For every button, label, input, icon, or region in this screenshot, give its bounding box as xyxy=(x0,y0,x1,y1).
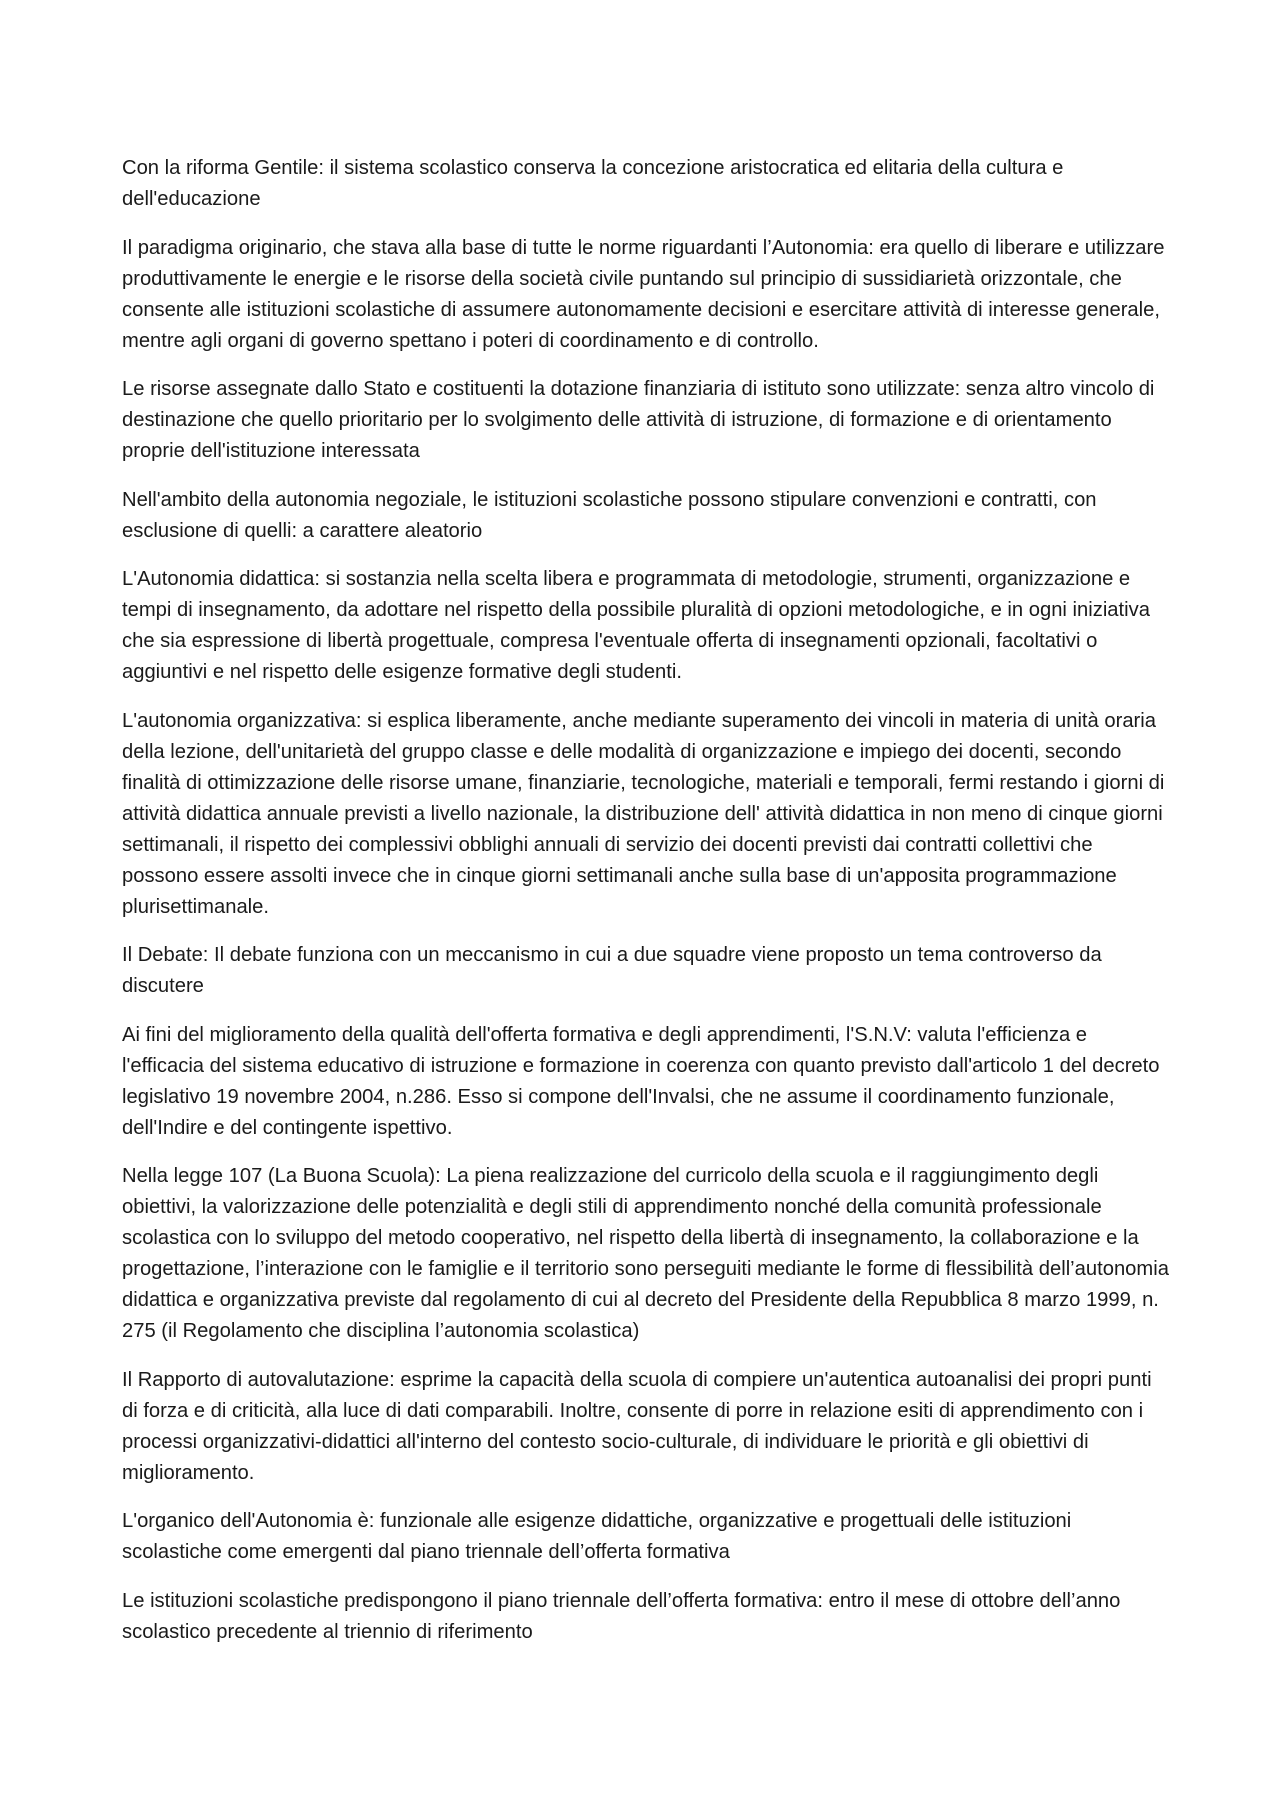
document-body xyxy=(122,153,1170,1665)
paragraph-snv: Ai fini del miglioramento della qualità dell'offerta formativa e degli apprendimenti, l'S.N.V: valuta l'efficienza e l'efficacia del sistema educativo di istruzione e formazione in coerenza con quanto previsto dall'articolo 1 del decreto legislativo 19 novembre 2004, n.286. Esso si compone dell'Invalsi, che ne assume il coordinamento funzionale, dell'Indire e del contingente ispettivo. xyxy=(122,1023,1160,1139)
paragraph-rapporto-autovalutazione: Il Rapporto di autovalutazione: esprime la capacità della scuola di compiere un'autentica autoanalisi dei propri punti di forza e di criticità, alla luce di dati comparabili. Inoltre, consente di porre in relazione esiti di apprendimento con i processi organizzativi-didattici all'interno del contesto socio-culturale, di individuare le priorità e gli obiettivi di miglioramento. xyxy=(122,1368,1152,1484)
paragraph-organico-autonomia: L'organico dell'Autonomia è: funzionale alle esigenze didattiche, organizzative e progettuali delle istituzioni scolastiche come emergenti dal piano triennale dell’offerta formativa xyxy=(122,1510,1072,1563)
paragraph-piano-triennale: Le istituzioni scolastiche predispongono il piano triennale dell’offerta formativa: entro il mese di ottobre dell’anno scolastico precedente al triennio di riferimento xyxy=(122,1589,1121,1643)
paragraph-autonomia-negoziale: Nell'ambito della autonomia negoziale, le istituzioni scolastiche possono stipulare convenzioni e contratti, con esclusione di quelli: a carattere aleatorio xyxy=(122,488,1097,542)
paragraph-risorse-stato: Le risorse assegnate dallo Stato e costituenti la dotazione finanziaria di istituto sono utilizzate: senza altro vincolo di destinazione che quello prioritario per lo svolgimento delle attività di istruzione, di formazione e di orientamento proprie dell'istituzione interessata xyxy=(122,378,1155,462)
paragraph-debate: Il Debate: Il debate funziona con un meccanismo in cui a due squadre viene proposto un tema controverso da discutere xyxy=(122,944,1102,997)
paragraph-paradigma-originario: Il paradigma originario, che stava alla base di tutte le norme riguardanti l’Autonomia: era quello di liberare e utilizzare produttivamente le energie e le risorse della società civile puntando sul principio di sussidiarietà orizzontale, che consente alle istituzioni scolastiche di assumere autonomamente decisioni e esercitare attività di interesse generale, mentre agli organi di governo spettano i poteri di coordinamento e di controllo. xyxy=(122,236,1165,352)
paragraph-riforma-gentile: Con la riforma Gentile: il sistema scolastico conserva la concezione aristocratica ed elitaria della cultura e dell'educazione xyxy=(122,157,1064,210)
paragraph-autonomia-didattica: L'Autonomia didattica: si sostanzia nella scelta libera e programmata di metodologie, strumenti, organizzazione e tempi di insegnamento, da adottare nel rispetto della possibile pluralità di opzioni metodologiche, e in ogni iniziativa che sia espressione di libertà progettuale, compresa l'eventuale offerta di insegnamenti opzionali, facoltativi o aggiuntivi e nel rispetto delle esigenze formative degli studenti. xyxy=(122,568,1150,683)
paragraph-legge-107: Nella legge 107 (La Buona Scuola): La piena realizzazione del curricolo della scuola e il raggiungimento degli obiettivi, la valorizzazione delle potenzialità e degli stili di apprendimento nonché della comunità professionale scolastica con lo sviluppo del metodo cooperativo, nel rispetto della libertà di insegnamento, la collaborazione e la progettazione, l’interazione con le famiglie e il territorio sono perseguiti mediante le forme di flessibilità dell’autonomia didattica e organizzativa previste dal regolamento di cui al decreto del Presidente della Repubblica 8 marzo 1999, n. 275 (il Regolamento che disciplina l’autonomia scolastica) xyxy=(122,1165,1169,1342)
paragraph-autonomia-organizzativa: L'autonomia organizzativa: si esplica liberamente, anche mediante superamento dei vincoli in materia di unità oraria della lezione, dell'unitarietà del gruppo classe e delle modalità di organizzazione e impiego dei docenti, secondo finalità di ottimizzazione delle risorse umane, finanziarie, tecnologiche, materiali e temporali, fermi restando i giorni di attività didattica annuale previsti a livello nazionale, la distribuzione dell' attività didattica in non meno di cinque giorni settimanali, il rispetto dei complessivi obblighi annuali di servizio dei docenti previsti dai contratti collettivi che possono essere assolti invece che in cinque giorni settimanali anche sulla base di un'apposita programmazione plurisettimanale. xyxy=(122,709,1165,918)
